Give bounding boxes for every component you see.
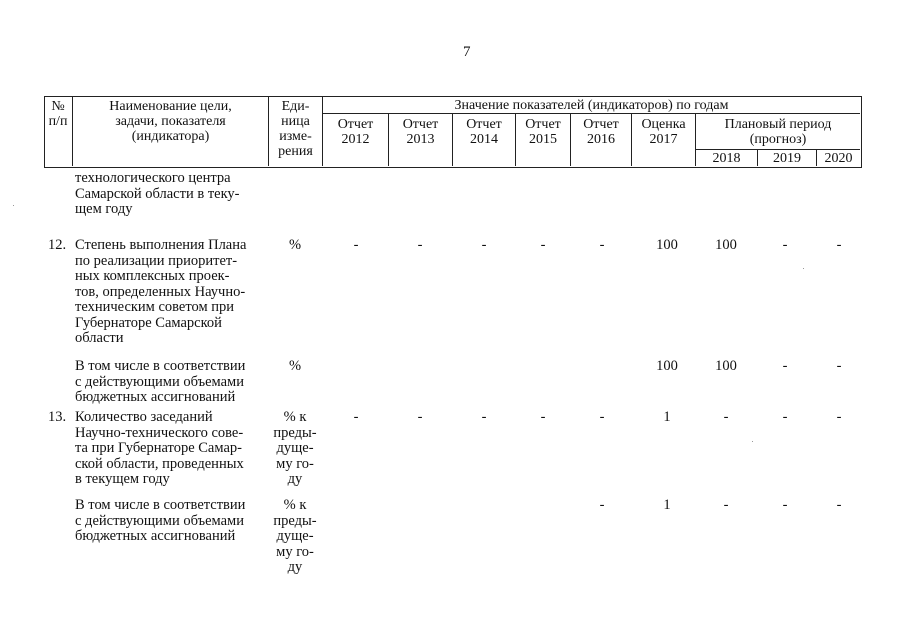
header-name: Наименование цели, задачи, показателя (индикатора) xyxy=(109,99,232,144)
row-13-value-2014: - xyxy=(481,409,487,425)
header-col-2012: Отчет 2012 xyxy=(337,117,374,147)
scan-speck xyxy=(13,205,14,206)
row-13-number: 13. xyxy=(48,409,67,425)
row-13-sub-unit: % к преды- дуще- му го- ду xyxy=(273,497,317,575)
header-year-2018: 2018 xyxy=(712,151,741,166)
row-12-value-2017: 100 xyxy=(656,237,678,253)
row-13-value-2013: - xyxy=(417,409,423,425)
row-13-sub-value-2020: - xyxy=(836,497,842,513)
header-year-2020: 2020 xyxy=(824,151,853,166)
header-number: № п/п xyxy=(48,99,68,129)
row-12-sub-name: В том числе в соответствии с действующими объемами бюджетных ассигнований xyxy=(75,358,246,405)
row-12-value-2013: - xyxy=(417,237,423,253)
scan-speck xyxy=(803,268,804,269)
row-12-value-2019: - xyxy=(782,237,788,253)
row-12-sub-value-2019: - xyxy=(782,358,788,374)
row-12-number: 12. xyxy=(48,237,67,253)
header-col-2017: Оценка 2017 xyxy=(641,117,686,147)
row-12-sub-value-2017: 100 xyxy=(656,358,678,374)
header-col-2014: Отчет 2014 xyxy=(466,117,502,147)
header-values-title: Значение показателей (индикаторов) по годам xyxy=(454,98,729,113)
row-12-value-2020: - xyxy=(836,237,842,253)
row-13-value-2017: 1 xyxy=(663,409,671,425)
row-13-value-2020: - xyxy=(836,409,842,425)
header-year-2019: 2019 xyxy=(773,151,801,166)
row-13-sub-value-2017: 1 xyxy=(663,497,671,513)
row-13-sub-value-2018: - xyxy=(723,497,729,513)
row-12-value-2018: 100 xyxy=(715,237,737,253)
row-12-name: Степень выполнения Плана по реализации приоритет- ных комплексных проек- тов, определенных Научно- техническим советом при Губернаторе Самарской области xyxy=(75,237,247,346)
row-12-value-2016: - xyxy=(599,237,605,253)
row-12-value-2014: - xyxy=(481,237,487,253)
row-13-name: Количество заседаний Научно-технического сове- та при Губернаторе Самар- ской области, проведенных в текущем году xyxy=(75,409,244,487)
header-col-2015: Отчет 2015 xyxy=(525,117,561,147)
row-12-value-2012: - xyxy=(353,237,359,253)
row-13-value-2012: - xyxy=(353,409,359,425)
continuation-text: технологического центра Самарской области в теку- щем году xyxy=(75,170,240,217)
row-12-sub-value-2018: 100 xyxy=(715,358,737,374)
header-divider xyxy=(322,113,860,114)
row-13-unit: % к преды- дуще- му го- ду xyxy=(273,409,317,487)
row-12-value-2015: - xyxy=(540,237,546,253)
row-13-value-2019: - xyxy=(782,409,788,425)
row-12-unit: % xyxy=(288,237,302,253)
row-13-sub-value-2019: - xyxy=(782,497,788,513)
row-12-sub-unit: % xyxy=(288,358,302,374)
header-unit: Еди- ница изме- рения xyxy=(278,99,313,159)
row-12-sub-value-2020: - xyxy=(836,358,842,374)
row-13-sub-value-2016: - xyxy=(599,497,605,513)
header-planned-period: Плановый период (прогноз) xyxy=(724,117,832,147)
scan-speck xyxy=(752,441,753,442)
row-13-value-2016: - xyxy=(599,409,605,425)
page-number: 7 xyxy=(463,44,471,60)
row-13-value-2018: - xyxy=(723,409,729,425)
row-13-sub-name: В том числе в соответствии с действующими объемами бюджетных ассигнований xyxy=(75,497,246,544)
header-col-2013: Отчет 2013 xyxy=(402,117,439,147)
header-divider xyxy=(695,149,860,150)
header-col-2016: Отчет 2016 xyxy=(583,117,619,147)
row-13-value-2015: - xyxy=(540,409,546,425)
